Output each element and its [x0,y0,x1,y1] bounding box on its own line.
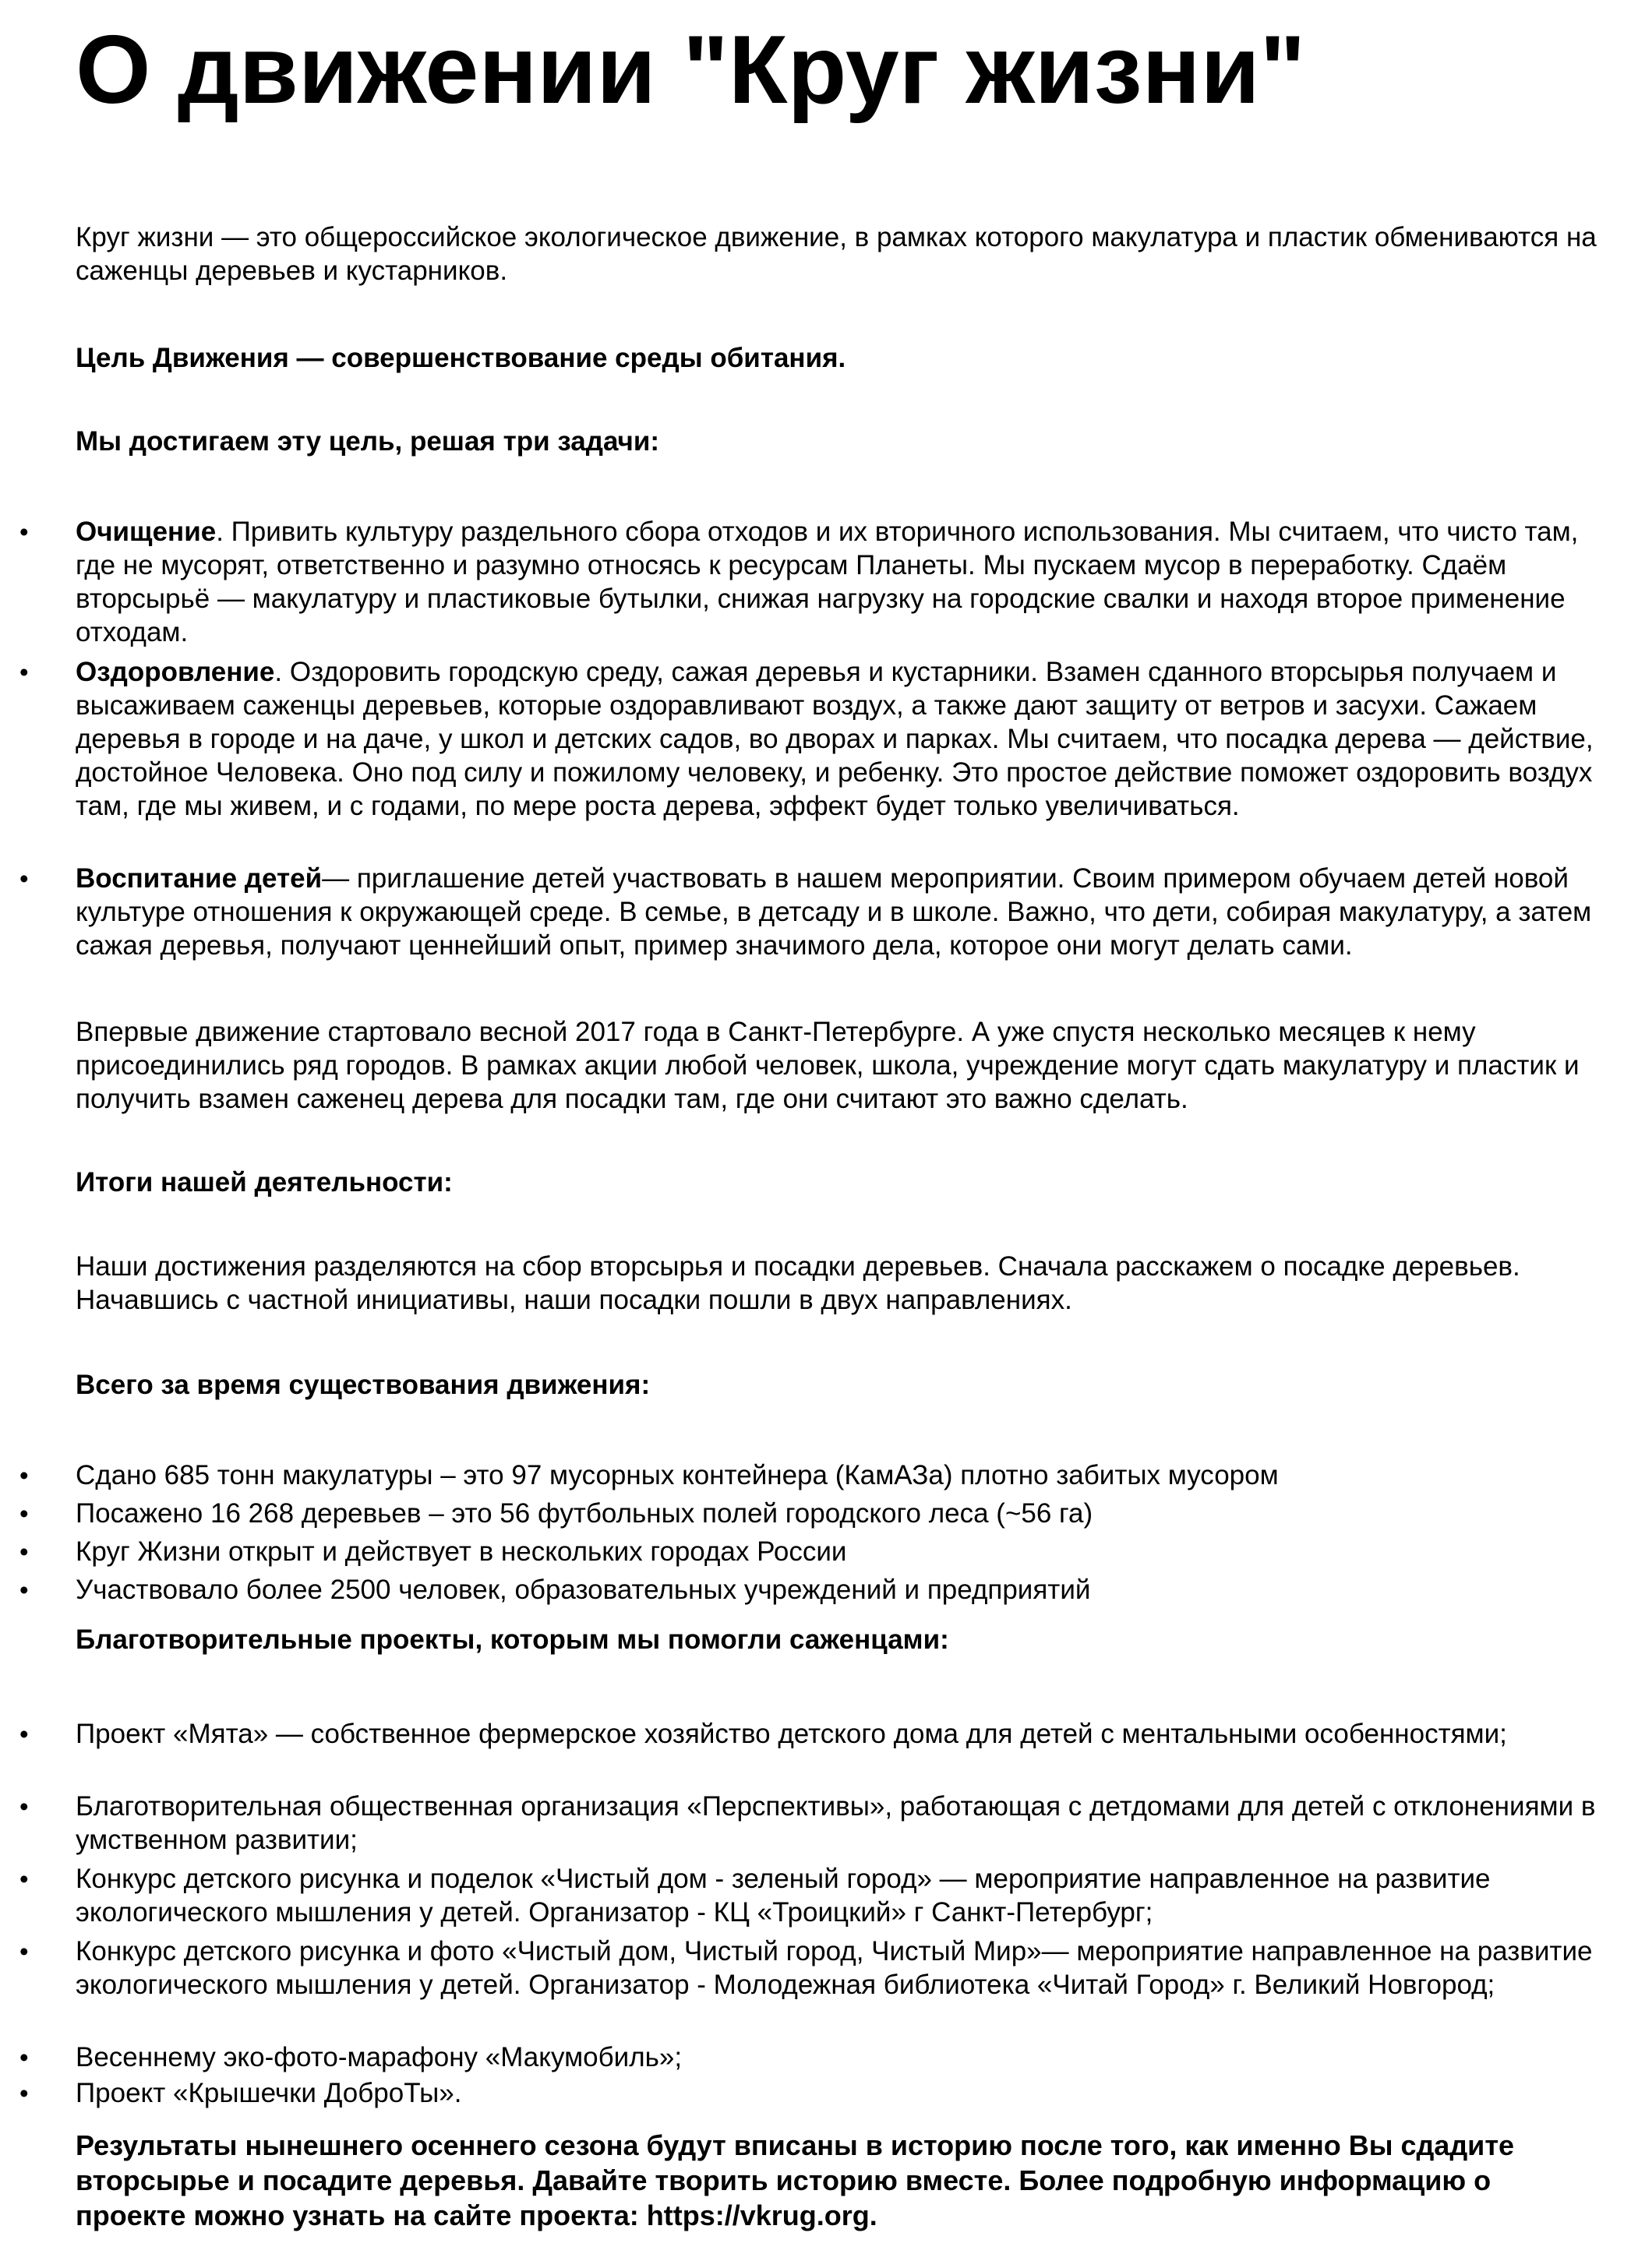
totals-item-text: Участвовало более 2500 человек, образовательных учреждений и предприятий [76,1575,1091,1605]
page-title: О движении "Круг жизни" [76,16,1306,124]
bullet: • [19,1499,29,1528]
bullet: • [19,1792,29,1821]
tasks-heading: Мы достигаем эту цель, решая три задачи: [76,426,660,457]
charity-item-text: Проект «Мята» — собственное фермерское хозяйство детского дома для детей с ментальными особенностями; [76,1719,1507,1749]
task-term: Оздоровление [76,657,275,687]
totals-heading: Всего за время существования движения: [76,1370,651,1400]
bullet: • [19,1937,29,1966]
charity-item [19,2076,1603,2110]
charity-item [19,1935,1603,2002]
charity-item-text: Проект «Крышечки ДоброТы». [76,2078,462,2108]
task-term: Воспитание детей [76,863,323,894]
totals-item-text: Посажено 16 268 деревьев – это 56 футбольных полей городского леса (~56 га) [76,1498,1093,1529]
charity-item [19,1717,1603,1751]
totals-item-text: Сдано 685 тонн макулатуры – это 97 мусорных контейнера (КамАЗа) плотно забитых мусором [76,1460,1279,1490]
bullet: • [19,864,29,893]
charity-item-text: Благотворительная общественная организация «Перспективы», работающая с детдомами для детей с отклонениями в умственном развитии; [76,1791,1596,1855]
bullet: • [19,2079,29,2108]
goal-statement: Цель Движения — совершенствование среды обитания. [76,343,846,373]
task-item-health [19,655,1603,823]
charity-item-text: Весеннему эко-фото-марафону «Макумобиль»; [76,2042,683,2072]
results-paragraph: Наши достижения разделяются на сбор вторсырья и посадки деревьев. Сначала расскажем о посадке деревьев. Начавшись с частной инициативы, наши посадки пошли в двух направлениях. [76,1251,1520,1315]
task-text: — приглашение детей участвовать в нашем мероприятии. Своим примером обучаем детей новой культуре отношения к окружающей среде. В семье, в детсаду и в школе. Важно, что дети, собирая макулатуру, а затем сажая деревья, получают ценнейший опыт, пример значимого дела, которое они могут делать сами. [76,863,1592,961]
charity-heading: Благотворительные проекты, которым мы помогли саженцами: [76,1624,949,1655]
totals-item [19,1459,1603,1492]
intro-paragraph: Круг жизни — это общероссийское экологическое движение, в рамках которого макулатура и пластик обмениваются на саженцы деревьев и кустарников. [76,222,1597,286]
totals-item [19,1497,1603,1530]
task-text: . Привить культуру раздельного сбора отходов и их вторичного использования. Мы считаем, что чисто там, где не мусорят, ответственно и разумно относясь к ресурсам Планеты. Мы пускаем мусор в переработку. Сдаём вторсырьё — макулатуру и пластиковые бутылки, снижая нагрузку на городские свалки и находя второе применение отходам. [76,517,1579,647]
task-item-cleaning [19,515,1603,649]
charity-item-text: Конкурс детского рисунка и поделок «Чистый дом - зеленый город» — мероприятие направленное на развитие экологического мышления у детей. Организатор - КЦ «Троицкий» г Санкт-Петербург; [76,1864,1491,1928]
bullet: • [19,658,29,686]
final-paragraph: Результаты нынешнего осеннего сезона будут вписаны в историю после того, как именно Вы сдадите вторсырье и посадите деревья. Давайте творить историю вместе. Более подробную информацию о проекте можно узнать на сайте проекта: https://vkrug.org. [76,2129,1514,2231]
bullet: • [19,1864,29,1893]
history-paragraph: Впервые движение стартовало весной 2017 года в Санкт-Петербурге. А уже спустя несколько месяцев к нему присоединились ряд городов. В рамках акции любой человек, школа, учреждение могут сдать макулатуру и пластик и получить взамен саженец дерева для посадки там, где они считают это важно сделать. [76,1017,1580,1114]
bullet: • [19,1461,29,1490]
bullet: • [19,1537,29,1566]
bullet: • [19,2043,29,2072]
charity-item [19,1862,1603,1929]
bullet: • [19,517,29,546]
charity-item-text: Конкурс детского рисунка и фото «Чистый дом, Чистый город, Чистый Мир»— мероприятие направленное на развитие экологического мышления у детей. Организатор - Молодежная библиотека «Читай Город» г. Великий Новгород; [76,1936,1593,2000]
charity-item [19,1790,1603,1857]
task-item-education [19,862,1603,962]
task-term: Очищение [76,517,217,547]
bullet: • [19,1720,29,1748]
totals-item [19,1535,1603,1568]
task-text: . Оздоровить городскую среду, сажая деревья и кустарники. Взамен сданного вторсырья получаем и высаживаем саженцы деревьев, которые оздоравливают воздух, а также дают защиту от ветров и засухи. Сажаем деревья в городе и на даче, у школ и детских садов, во дворах и парках. Мы считаем, что посадка дерева — действие, достойное Человека. Оно под силу и пожилому человеку, и ребенку. Это простое действие поможет оздоровить воздух там, где мы живем, и с годами, по мере роста дерева, эффект будет только увеличиваться. [76,657,1594,821]
bullet: • [19,1575,29,1604]
totals-item-text: Круг Жизни открыт и действует в нескольких городах России [76,1536,847,1567]
charity-item [19,2040,1603,2074]
results-heading: Итоги нашей деятельности: [76,1167,453,1197]
totals-item [19,1573,1603,1607]
